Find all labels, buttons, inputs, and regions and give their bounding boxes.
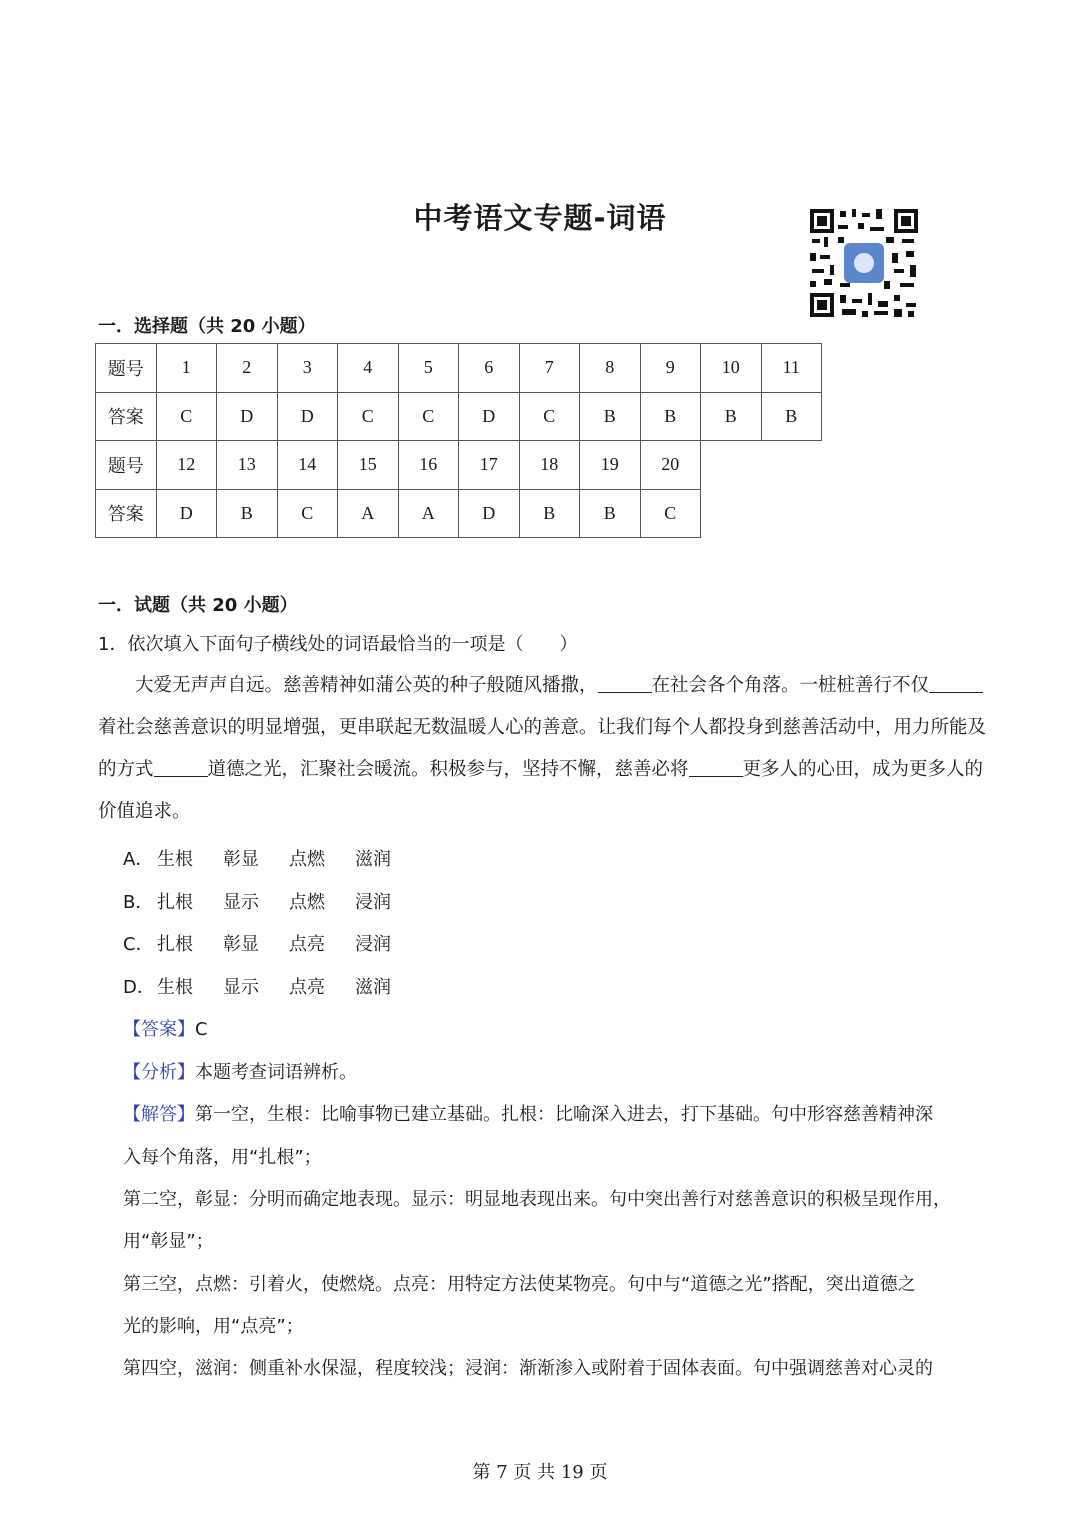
table-header-cell: 答案 xyxy=(96,489,157,538)
passage-text: 道德之光，汇聚社会暖流。积极参与，坚持不懈，慈善必将 xyxy=(207,759,689,780)
question-number-cell: 9 xyxy=(640,344,701,393)
solution-line: 用“彰显”； xyxy=(123,1231,214,1252)
answer-cell: B xyxy=(701,392,762,441)
section-heading-choice: 一．选择题（共 20 小题） xyxy=(98,316,316,337)
question-number-cell: 12 xyxy=(156,441,217,490)
answer-tag: 【答案】 xyxy=(123,1019,195,1040)
question-number-cell: 3 xyxy=(277,344,338,393)
answer-cell: D xyxy=(156,489,217,538)
answer-cell: B xyxy=(519,489,580,538)
table-header-cell: 答案 xyxy=(96,392,157,441)
question-passage xyxy=(98,665,986,833)
answer-cell: A xyxy=(398,489,459,538)
empty-cell xyxy=(701,441,762,490)
question-number-cell: 17 xyxy=(459,441,520,490)
answer-cell: C xyxy=(398,392,459,441)
answer-cell: C xyxy=(640,489,701,538)
question-number-cell: 5 xyxy=(398,344,459,393)
answer-cell: C xyxy=(156,392,217,441)
question-number-cell: 6 xyxy=(459,344,520,393)
table-header-cell: 题号 xyxy=(96,344,157,393)
question-number-cell: 19 xyxy=(580,441,641,490)
solution-line: 入每个角落，用“扎根”； xyxy=(123,1147,322,1168)
page-footer: 第 7 页 共 19 页 xyxy=(472,1462,608,1483)
answer-value: C xyxy=(195,1019,208,1040)
passage-text: 着社会慈善意识的明显增强，更串联起无数温暖人心的善意。让我们每个人都投身到慈善活动中，用力所能及的方式 xyxy=(98,717,987,780)
answer-cell: C xyxy=(519,392,580,441)
answer-cell: D xyxy=(217,392,278,441)
empty-cell xyxy=(761,441,822,490)
question-number-cell: 20 xyxy=(640,441,701,490)
answer-cell: B xyxy=(580,489,641,538)
option-d: D． 生根 显示 点亮 滋润 xyxy=(123,977,391,998)
page-title: 中考语文专题-词语 xyxy=(413,201,667,235)
table-row xyxy=(96,489,822,538)
section-heading-questions: 一．试题（共 20 小题） xyxy=(98,595,298,616)
question-number-cell: 13 xyxy=(217,441,278,490)
empty-cell xyxy=(761,489,822,538)
solution-line: 第四空，滋润：侧重补水保湿，程度较浅；浸润：渐渐渗入或附着于固体表面。句中强调慈善对心灵的 xyxy=(123,1358,933,1379)
solution-line: 光的影响，用“点亮”； xyxy=(123,1316,304,1337)
passage-text: 更多人的心田，成为更多人的价值追求。 xyxy=(98,759,984,822)
question-number-cell: 7 xyxy=(519,344,580,393)
option-b: B． 扎根 显示 点燃 浸润 xyxy=(123,892,391,913)
table-row xyxy=(96,344,822,393)
answer-cell: A xyxy=(338,489,399,538)
analysis-tag: 【分析】 xyxy=(123,1062,195,1083)
question-stem: 1．依次填入下面句子横线处的词语最恰当的一项是（ ） xyxy=(98,634,578,655)
question-number-cell: 4 xyxy=(338,344,399,393)
solution-line: 第三空，点燃：引着火，使燃烧。点亮：用特定方法使某物亮。句中与“道德之光”搭配，突出道德之 xyxy=(123,1274,916,1295)
fill-blank xyxy=(929,674,983,693)
question-number-cell: 14 xyxy=(277,441,338,490)
question-number-cell: 11 xyxy=(761,344,822,393)
answer-cell: D xyxy=(277,392,338,441)
answer-cell: D xyxy=(459,489,520,538)
solution-line: 第二空，彰显：分明而确定地表现。显示：明显地表现出来。句中突出善行对慈善意识的积极呈现作用， xyxy=(123,1189,951,1210)
answer-cell: B xyxy=(580,392,641,441)
table-header-cell: 题号 xyxy=(96,441,157,490)
fill-blank xyxy=(598,674,652,693)
fill-blank xyxy=(154,758,208,777)
answer-table xyxy=(95,343,822,538)
solution-tag: 【解答】 xyxy=(123,1104,195,1125)
answer-cell: C xyxy=(338,392,399,441)
answer-cell: B xyxy=(761,392,822,441)
question-number-cell: 1 xyxy=(156,344,217,393)
passage-text: 大爱无声声自远。慈善精神如蒲公英的种子般随风播撒， xyxy=(135,675,598,696)
solution-line xyxy=(123,1100,933,1126)
question-number-cell: 8 xyxy=(580,344,641,393)
option-c: C． 扎根 彰显 点亮 浸润 xyxy=(123,934,391,955)
solution-text: 第一空，生根：比喻事物已建立基础。扎根：比喻深入进去，打下基础。句中形容慈善精神深 xyxy=(195,1104,933,1125)
question-number-cell: 2 xyxy=(217,344,278,393)
answer-cell: B xyxy=(217,489,278,538)
analysis-line xyxy=(123,1058,357,1084)
table-row xyxy=(96,441,822,490)
table-row xyxy=(96,392,822,441)
answer-cell: C xyxy=(277,489,338,538)
qr-code-icon xyxy=(808,207,920,319)
answer-line xyxy=(123,1015,208,1041)
empty-cell xyxy=(701,489,762,538)
answer-cell: D xyxy=(459,392,520,441)
answer-cell: B xyxy=(640,392,701,441)
question-number-cell: 10 xyxy=(701,344,762,393)
option-a: A． 生根 彰显 点燃 滋润 xyxy=(123,849,391,870)
question-number-cell: 16 xyxy=(398,441,459,490)
analysis-text: 本题考查词语辨析。 xyxy=(195,1062,357,1083)
question-number-cell: 15 xyxy=(338,441,399,490)
question-number-cell: 18 xyxy=(519,441,580,490)
fill-blank xyxy=(689,758,743,777)
passage-text: 在社会各个角落。一桩桩善行不仅 xyxy=(651,675,930,696)
